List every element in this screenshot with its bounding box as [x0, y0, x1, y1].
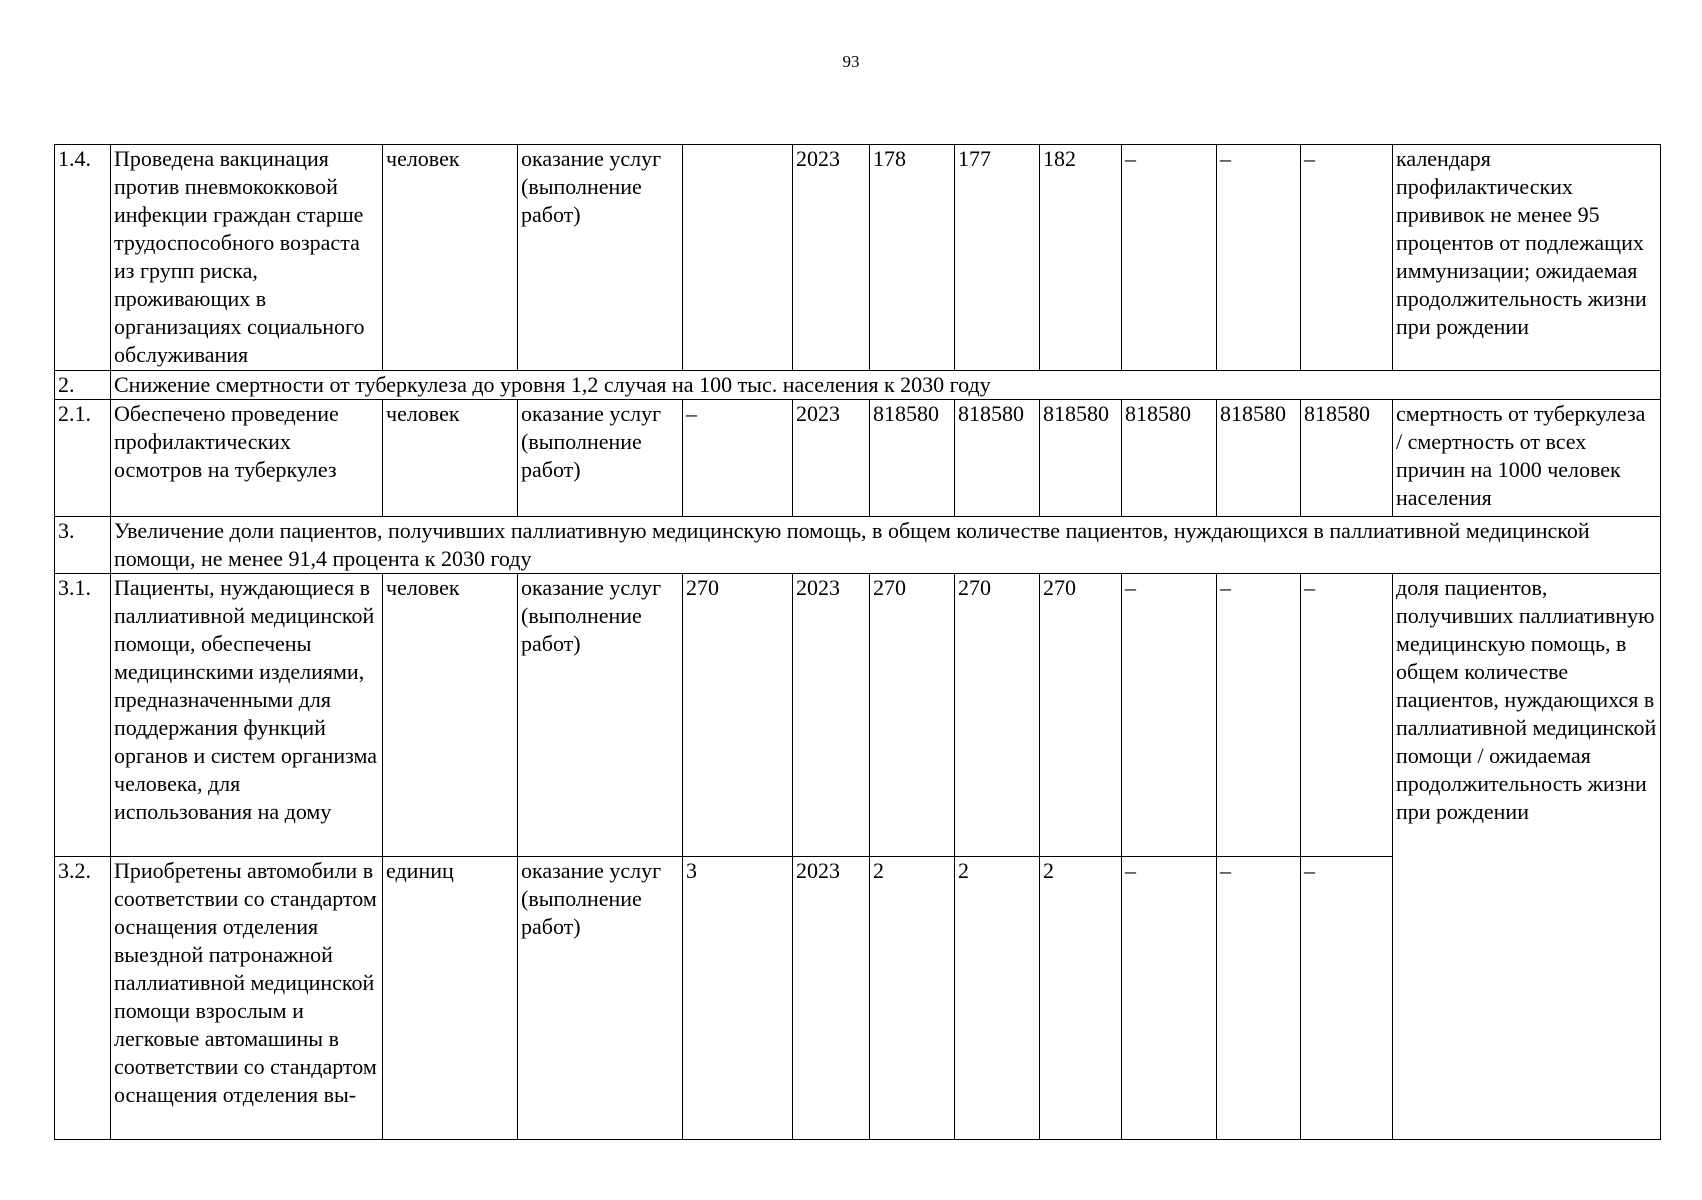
- row-year: 2023: [793, 145, 870, 371]
- row-link: смертность от туберкулеза / смертность от всех причин на 1000 человек населения: [1393, 400, 1661, 517]
- row-value-3: 2: [1040, 857, 1122, 1140]
- row-value-4: –: [1122, 857, 1217, 1140]
- row-value-2: 177: [955, 145, 1040, 371]
- row-value-1: 2: [870, 857, 955, 1140]
- section-row: [55, 371, 1661, 400]
- row-value-6: –: [1301, 857, 1393, 1140]
- row-type: оказание услуг (выполнение работ): [518, 857, 683, 1140]
- row-value-1: 270: [870, 574, 955, 857]
- row-value-5: –: [1217, 857, 1301, 1140]
- row-value-2: 818580: [955, 400, 1040, 517]
- row-unit: человек: [383, 574, 518, 857]
- table-row: [55, 145, 1661, 371]
- row-base-value: 3: [683, 857, 793, 1140]
- row-number: 3.1.: [55, 574, 111, 857]
- row-name: Проведена вакцинация против пневмококковой инфекции граждан старше трудоспособного возраста из групп риска, проживающих в организациях социального обслуживания: [111, 145, 383, 371]
- row-value-4: 818580: [1122, 400, 1217, 517]
- row-value-5: –: [1217, 145, 1301, 371]
- section-number: 2.: [55, 371, 111, 400]
- row-value-4: –: [1122, 145, 1217, 371]
- row-unit: человек: [383, 145, 518, 371]
- section-row: [55, 517, 1661, 574]
- row-type: оказание услуг (выполнение работ): [518, 145, 683, 371]
- row-number: 2.1.: [55, 400, 111, 517]
- row-year: 2023: [793, 574, 870, 857]
- row-base-value: 270: [683, 574, 793, 857]
- row-value-5: 818580: [1217, 400, 1301, 517]
- row-value-1: 818580: [870, 400, 955, 517]
- row-value-6: –: [1301, 574, 1393, 857]
- row-name: Приобретены автомобили в соответствии со стандартом оснащения отделения выездной патронажной паллиативной медицинской помощи взрослым и легковые автомашины в соответствии со стандартом оснащения отделения вы-: [111, 857, 383, 1140]
- section-title: Снижение смертности от туберкулеза до уровня 1,2 случая на 100 тыс. населения к 2030 году: [111, 371, 1661, 400]
- row-base-value: –: [683, 400, 793, 517]
- row-link: календаря профилактических прививок не менее 95 процентов от подлежащих иммунизации; ожидаемая продолжительность жизни при рождении: [1393, 145, 1661, 371]
- row-value-3: 818580: [1040, 400, 1122, 517]
- row-value-1: 178: [870, 145, 955, 371]
- section-title: Увеличение доли пациентов, получивших паллиативную медицинскую помощь, в общем количестве пациентов, нуждающихся в паллиативной медицинской помощи, не менее 91,4 процента к 2030 году: [111, 517, 1661, 574]
- row-year: 2023: [793, 400, 870, 517]
- row-year: 2023: [793, 857, 870, 1140]
- table-row: [55, 400, 1661, 517]
- page-number: 93: [842, 52, 860, 71]
- section-number: 3.: [55, 517, 111, 574]
- row-number: 3.2.: [55, 857, 111, 1140]
- row-number: 1.4.: [55, 145, 111, 371]
- row-value-5: –: [1217, 574, 1301, 857]
- row-name: Обеспечено проведение профилактических осмотров на туберкулез: [111, 400, 383, 517]
- row-value-6: –: [1301, 145, 1393, 371]
- row-value-2: 270: [955, 574, 1040, 857]
- row-value-2: 2: [955, 857, 1040, 1140]
- row-value-6: 818580: [1301, 400, 1393, 517]
- row-value-3: 182: [1040, 145, 1122, 371]
- row-link: доля пациентов, получивших паллиативную медицинскую помощь, в общем количестве пациентов, нуждающихся в паллиативной медицинской помощи / ожидаемая продолжительность жизни при рождении: [1393, 574, 1661, 1140]
- row-name: Пациенты, нуждающиеся в паллиативной медицинской помощи, обеспечены медицинскими изделиями, предназначенными для поддержания функций органов и систем организма человека, для использования на дому: [111, 574, 383, 857]
- row-type: оказание услуг (выполнение работ): [518, 400, 683, 517]
- row-value-3: 270: [1040, 574, 1122, 857]
- row-unit: человек: [383, 400, 518, 517]
- document-table: [54, 144, 1661, 1140]
- table-row: [55, 574, 1661, 857]
- row-unit: единиц: [383, 857, 518, 1140]
- row-base-value: [683, 145, 793, 371]
- row-type: оказание услуг (выполнение работ): [518, 574, 683, 857]
- row-value-4: –: [1122, 574, 1217, 857]
